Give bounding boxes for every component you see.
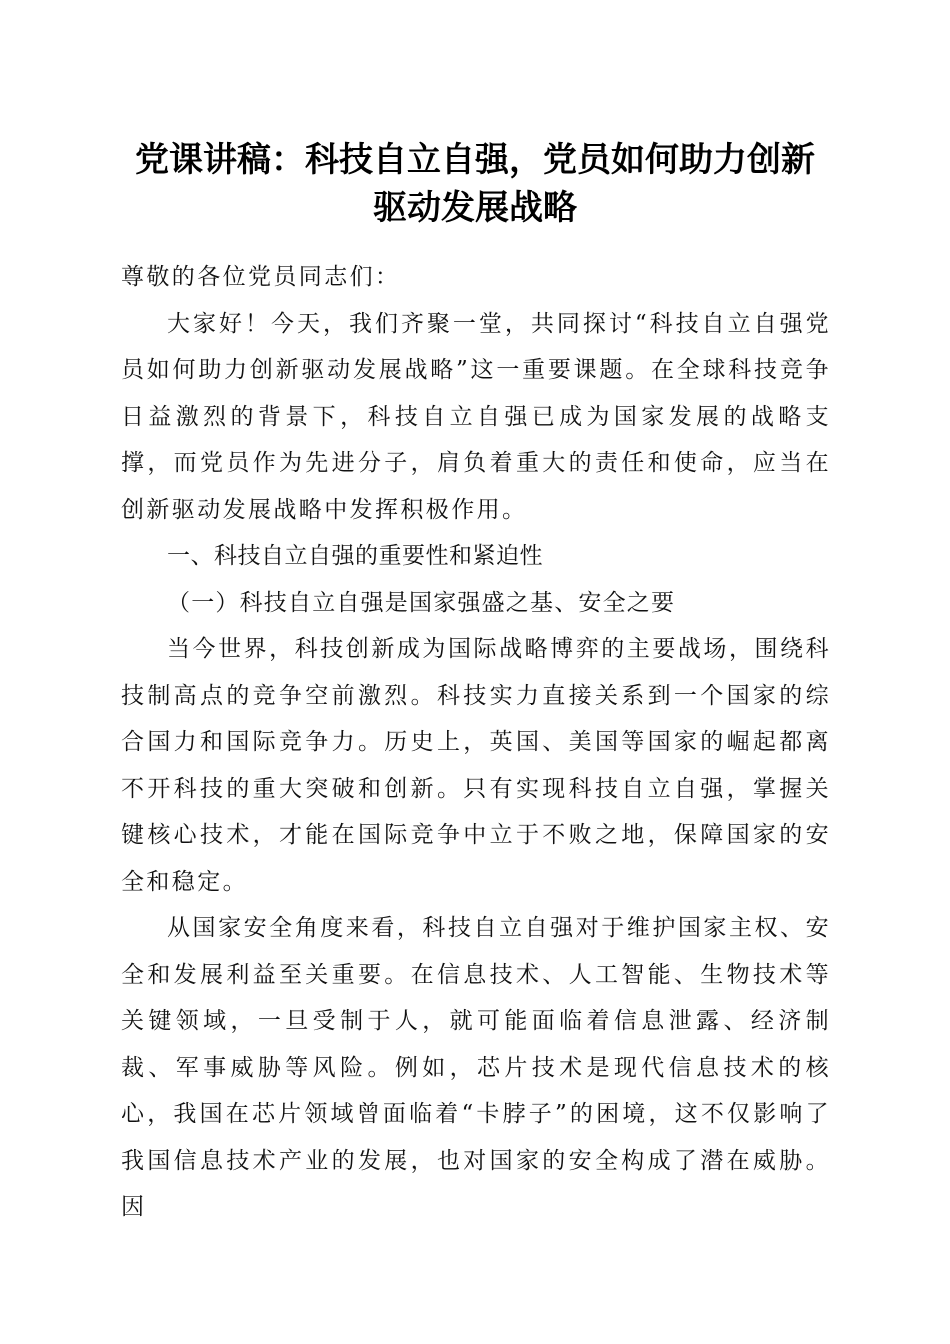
- subsection-heading: （一）科技自立自强是国家强盛之基、安全之要: [167, 589, 676, 616]
- document-body: [121, 254, 831, 1231]
- paragraph-intro: 大家好！今天，我们齐聚一堂，共同探讨“科技自立自强党员如何助力创新驱动发展战略”这一重要课题。在全球科技竞争日益激烈的背景下，科技自立自强已成为国家发展的战略支撑，而党员作为先进分子，肩负着重大的责任和使命，应当在创新驱动发展战略中发挥积极作用。: [121, 310, 831, 523]
- document-title: [80, 136, 870, 232]
- title-line-1: 党课讲稿：科技自立自强，党员如何助力创新: [135, 140, 815, 180]
- paragraph-2: 从国家安全角度来看，科技自立自强对于维护国家主权、安全和发展利益至关重要。在信息技术、人工智能、生物技术等关键领域，一旦受制于人，就可能面临着信息泄露、经济制裁、军事威胁等风险。例如，芯片技术是现代信息技术的核心，我国在芯片领域曾面临着“卡脖子”的困境，这不仅影响了我国信息技术产业的发展，也对国家的安全构成了潜在威胁。因: [121, 915, 831, 1220]
- title-line-2: 驱动发展战略: [373, 188, 577, 228]
- section-heading: 一、科技自立自强的重要性和紧迫性: [167, 543, 543, 569]
- paragraph-1: 当今世界，科技创新成为国际战略博弈的主要战场，围绕科技制高点的竞争空前激烈。科技实力直接关系到一个国家的综合国力和国际竞争力。历史上，英国、美国等国家的崛起都离不开科技的重大突破和创新。只有实现科技自立自强，掌握关键核心技术，才能在国际竞争中立于不败之地，保障国家的安全和稳定。: [121, 636, 831, 895]
- salutation: 尊敬的各位党员同志们：: [121, 264, 401, 290]
